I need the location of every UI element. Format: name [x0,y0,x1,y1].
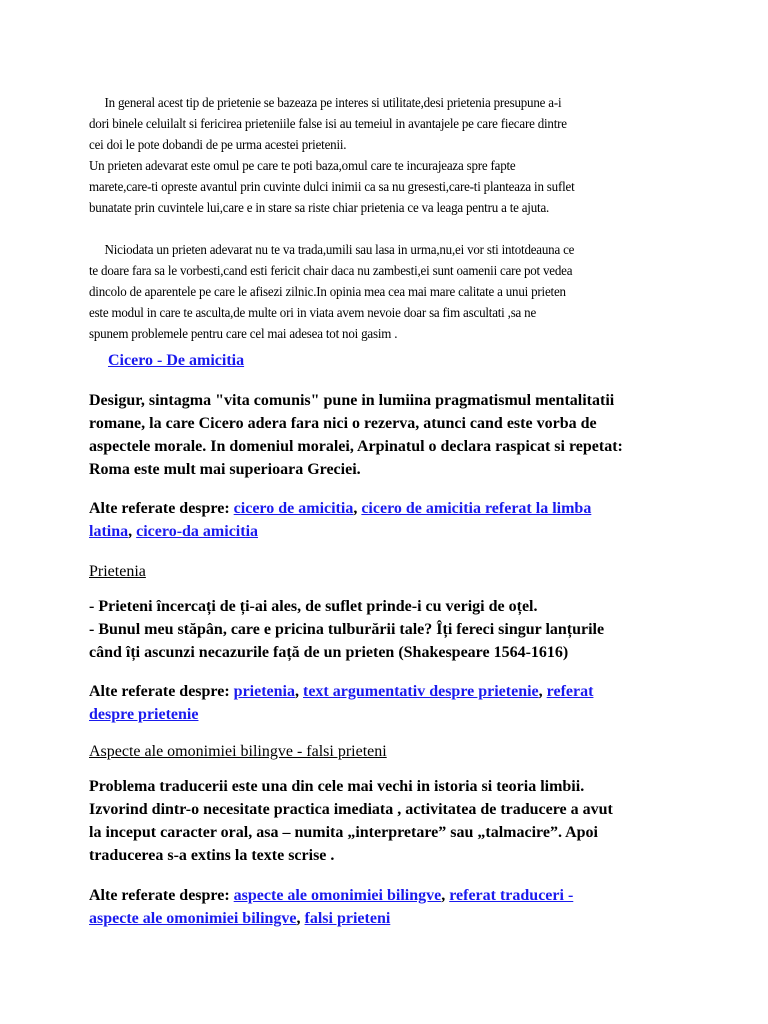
related-link[interactable]: prietenia [233,683,295,700]
related-link[interactable]: text argumentativ despre prietenie [303,683,539,700]
related-link[interactable]: cicero de amicitia [233,500,354,517]
intro-paragraph-2: Un prieten adevarat este omul pe care te poti baza,omul care te incurajeaza spre fapte marete,care-ti opreste avantul prin cuvinte dulci inimii ca sa nu gresesti,care-ti planteaza in suflet bunatate prin cuvintele lui,care e in stare sa riste chiar prietenia ce va leaga pentru a te ajuta. [89,158,575,215]
related-label: Alte referate despre: [89,887,230,904]
related-link[interactable]: cicero de amicitia referat la limba [361,500,592,517]
cicero-heading [108,352,244,370]
intro-text [89,92,661,344]
related-link[interactable]: despre prietenie [89,706,199,723]
related-link[interactable]: aspecte ale omonimiei bilingve [89,910,297,927]
omonimie-related-links: Alte referate despre: aspecte ale omonimiei bilingve, referat traduceri - aspecte ale omonimiei bilingve, falsi prieteni [89,887,574,927]
intro-paragraph-1: In general acest tip de prietenie se bazeaza pe interes si utilitate,desi prietenia presupune a-i dori binele celuilalt si fericirea prieteniile false isi au temeiul in avantajele pe care fiecare dintre cei doi le pote dobandi de pe urma acestei prietenii. [89,95,567,152]
intro-paragraph-3: Niciodata un prieten adevarat nu te va trada,umili sau lasa in urma,nu,ei vor sti intotdeauna ce te doare fara sa le vorbesti,cand esti fericit chair daca nu zambesti,ei sunt oamenii care pot vedea dincolo de aparentele pe care le afisezi zilnic.In opinia mea cea mai mare calitate a unui prieten este modul in care te asculta,de multe ori in viata avem nevoie doar sa fim ascultati ,sa ne spunem problemele pentru care cel mai adesea tot noi gasim . [89,242,575,341]
omonimie-heading: Aspecte ale omonimiei bilingve - falsi prieteni [89,743,387,760]
cicero-heading-link[interactable]: Cicero - De amicitia [108,352,245,369]
related-link[interactable]: aspecte ale omonimiei bilingve [233,887,442,904]
omonimie-body: Problema traducerii este una din cele mai vechi in istoria si teoria limbii. Izvorind dintr-o necesitate practica imediata , activitatea de traducere a avut la inceput caracter oral, asa – numita „interpretare” sau „talmacire”. Apoi traducerea s-a extins la texte scrise . [89,778,613,864]
related-link[interactable]: referat traduceri - [449,887,574,904]
prietenia-heading: Prietenia [89,563,146,580]
cicero-body: Desigur, sintagma "vita comunis" pune in lumiina pragmatismul mentalitatii romane, la care Cicero adera fara nici o rezerva, atunci cand este vorba de aspectele morale. In domeniul moralei, Arpinatul o declara raspicat si repetat: Roma este mult mai superioara Greciei. [89,392,623,478]
prietenia-body: - Prieteni încercați de ți-ai ales, de suflet prinde-i cu verigi de oțel. - Bunul meu stăpân, care e pricina tulburării tale? Îți fereci singur lanțurile când îți ascunzi necazurile față de un prieten (Shakespeare 1564-1616) [89,598,605,661]
related-link[interactable]: referat [546,683,594,700]
related-link[interactable]: falsi prieteni [304,910,391,927]
cicero-related-links: Alte referate despre: cicero de amicitia, cicero de amicitia referat la limba latina, cicero-da amicitia [89,500,592,540]
related-link[interactable]: latina [89,523,129,540]
related-label: Alte referate despre: [89,500,230,517]
related-link[interactable]: cicero-da amicitia [136,523,259,540]
prietenia-related-links: Alte referate despre: prietenia, text argumentativ despre prietenie, referat despre prietenie [89,683,594,723]
related-label: Alte referate despre: [89,683,230,700]
